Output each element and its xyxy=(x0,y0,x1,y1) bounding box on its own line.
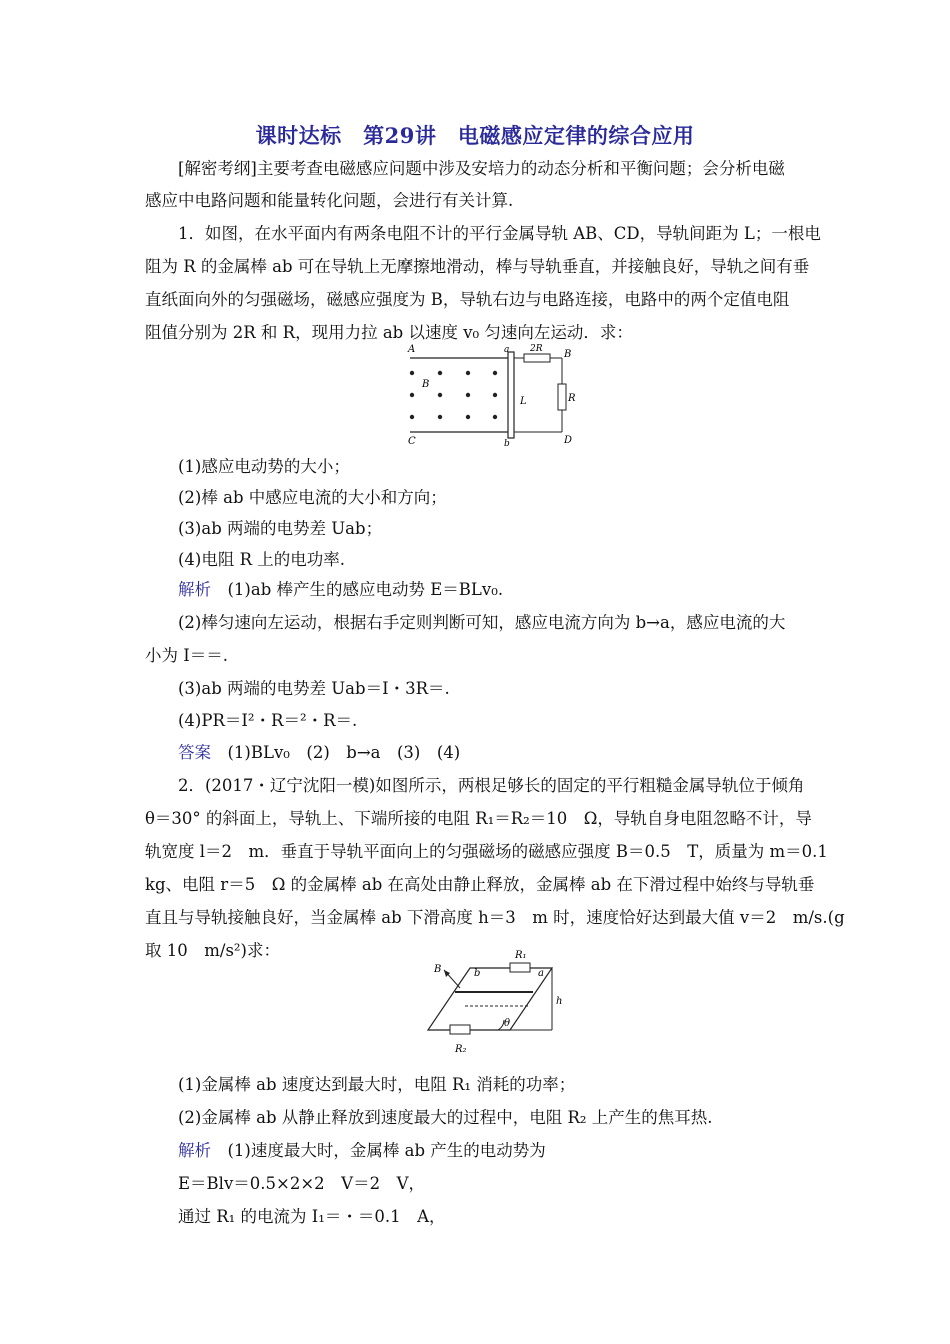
label-theta: θ xyxy=(504,1018,511,1029)
q1-answer: 答案 (1)BLv₀ (2) b→a (3) (4) xyxy=(178,743,461,762)
q2-line-3: 轨宽度 l＝2 m．垂直于导轨平面向上的匀强磁场的磁感应强度 B＝0.5 T，质量为 m＝0.1 xyxy=(145,842,828,861)
q1-circuit-figure xyxy=(400,340,590,450)
q2-analysis-2: E＝Blv＝0.5×2×2 V＝2 V， xyxy=(178,1174,425,1193)
label-D: D xyxy=(564,435,573,446)
q2-line-4: kg、电阻 r＝5 Ω 的金属棒 ab 在高处由静止释放，金属棒 ab 在下滑过程中始终与导轨垂 xyxy=(145,875,815,894)
q2-line-6: 取 10 m/s²)求： xyxy=(145,941,280,960)
q2-analysis-label: 解析 xyxy=(178,1141,211,1160)
q2-incline-figure xyxy=(400,940,580,1065)
label-R2: R₂ xyxy=(455,1044,467,1055)
q2-part-2: (2)金属棒 ab 从静止释放到速度最大的过程中，电阻 R₂ 上产生的焦耳热. xyxy=(178,1108,713,1127)
q1-part-4: (4)电阻 R 上的电功率. xyxy=(178,550,346,569)
q2-line-5: 直且与导轨接触良好，当金属棒 ab 下滑高度 h＝3 m 时，速度恰好达到最大值 v＝2 m/s.(g xyxy=(145,908,845,927)
label-R1: R₁ xyxy=(515,950,527,961)
label-2R: 2R xyxy=(530,344,543,354)
q1-answer-label: 答案 xyxy=(178,743,211,762)
q2-line-1: 2．(2017・辽宁沈阳一模)如图所示，两根足够长的固定的平行粗糙金属导轨位于倾角 xyxy=(178,776,805,795)
q1-line-1: 1．如图，在水平面内有两条电阻不计的平行金属导轨 AB、CD，导轨间距为 L；一根电 xyxy=(178,224,821,243)
label-B: B xyxy=(434,964,442,975)
q1-line-4: 阻值分别为 2R 和 R，现用力拉 ab 以速度 v₀ 匀速向左运动．求： xyxy=(145,323,633,342)
label-h: h xyxy=(556,996,563,1007)
q1-part-1: (1)感应电动势的大小； xyxy=(178,457,350,476)
label-R: R xyxy=(568,393,576,404)
label-b: b xyxy=(474,968,481,979)
label-field-B: B xyxy=(422,379,430,390)
label-L: L xyxy=(520,396,527,407)
q1-analysis-1: 解析 (1)ab 棒产生的感应电动势 E＝BLv₀. xyxy=(178,580,504,599)
label-A: A xyxy=(408,344,416,355)
label-C: C xyxy=(408,436,416,447)
q1-analysis-2: (2)棒匀速向左运动，根据右手定则判断可知，感应电流方向为 b→a，感应电流的大 xyxy=(178,613,786,632)
intro-line-2: 感应中电路问题和能量转化问题，会进行有关计算. xyxy=(145,191,514,210)
label-b: b xyxy=(504,439,510,449)
q2-analysis-1: 解析 (1)速度最大时，金属棒 ab 产生的电动势为 xyxy=(178,1141,546,1160)
label-a: a xyxy=(504,345,510,355)
q2-part-1: (1)金属棒 ab 速度达到最大时，电阻 R₁ 消耗的功率； xyxy=(178,1075,576,1094)
q1-analysis-5: (4)PR＝I²・R＝²・R＝. xyxy=(178,711,358,730)
q1-part-3: (3)ab 两端的电势差 Uab； xyxy=(178,519,383,538)
q1-line-3: 直纸面向外的匀强磁场，磁感应强度为 B，导轨右边与电路连接，电路中的两个定值电阻 xyxy=(145,290,790,309)
label-a: a xyxy=(538,968,544,979)
q1-line-2: 阻为 R 的金属棒 ab 可在导轨上无摩擦地滑动，棒与导轨垂直，并接触良好，导轨之间有垂 xyxy=(145,257,810,276)
q2-line-2: θ＝30° 的斜面上，导轨上、下端所接的电阻 R₁＝R₂＝10 Ω，导轨自身电阻忽略不计，导 xyxy=(145,809,812,828)
q1-part-2: (2)棒 ab 中感应电流的大小和方向； xyxy=(178,488,447,507)
page-title: 课时达标 第29讲 电磁感应定律的综合应用 xyxy=(255,123,695,148)
intro-line-1: [解密考纲]主要考查电磁感应问题中涉及安培力的动态分析和平衡问题；会分析电磁 xyxy=(178,159,785,178)
label-B-node: B xyxy=(564,349,572,360)
q1-analysis-3: 小为 I＝＝. xyxy=(145,646,229,665)
q2-analysis-3: 通过 R₁ 的电流为 I₁＝・＝0.1 A， xyxy=(178,1207,446,1226)
q1-analysis-label: 解析 xyxy=(178,580,211,599)
q1-analysis-4: (3)ab 两端的电势差 Uab＝I・3R＝. xyxy=(178,679,450,698)
